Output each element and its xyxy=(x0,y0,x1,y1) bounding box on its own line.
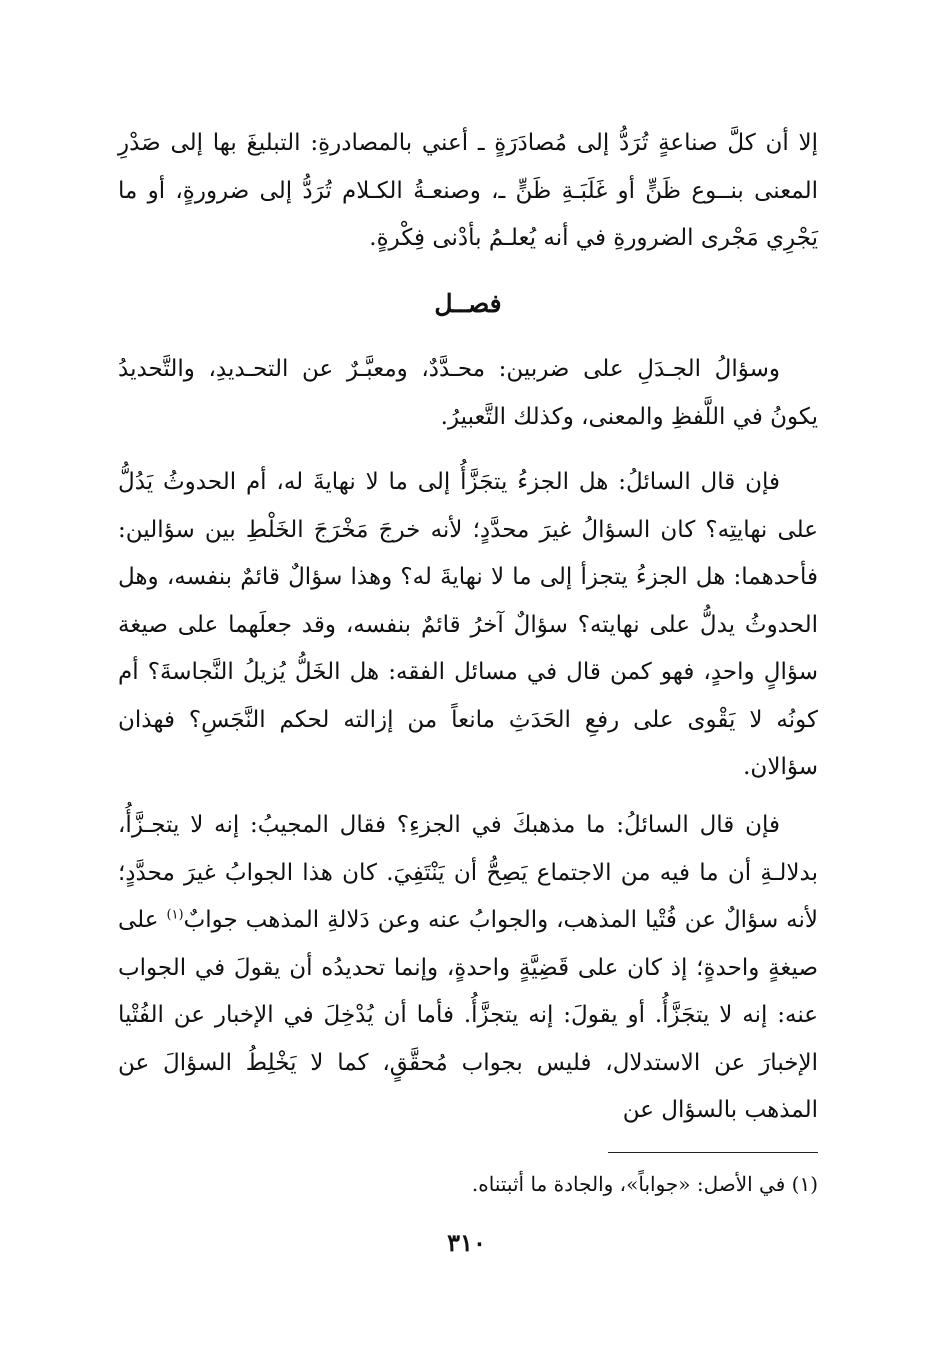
paragraph-4 xyxy=(118,802,818,1135)
paragraph-1 xyxy=(118,120,818,263)
page-number: ٣١٠ xyxy=(447,1228,486,1257)
footnote-reference: (١) xyxy=(166,907,184,923)
section-heading: فصــل xyxy=(434,289,502,318)
paragraph-4-part-a: فإن قال السائلُ: ما مذهبكَ في الجزءِ؟ فقال المجيبُ: إنه لا يتجـزَّأُ، بدلالـةِ أن ما فيه من الاجتماع يَصِحُّ أن يَنْتَفِيَ. كان هذا الجوابُ غيرَ محدَّدٍ؛ لأنه سؤالٌ عن فُتْيا المذهب، والجوابُ عنه وعن دَلالةِ المذهب جوابٌ xyxy=(118,812,818,933)
paragraph-1-text: إلا أن كلَّ صناعةٍ تُرَدُّ إلى مُصادَرَةٍ ـ أعني بالمصادرةِ: التبليغَ بها إلى صَدْرِ المعنى بنــوع ظَنٍّ أو غَلَبَـةِ ظَنٍّ ـ، وصنعـةُ الكـلام تُرَدُّ إلى ضرورةٍ، أو ما يَجْرِي مَجْرى الضرورةِ في أنه يُعلـمُ بأدْنى فِكْرةٍ. xyxy=(118,130,818,251)
footnote-separator xyxy=(608,1152,818,1153)
paragraph-4-text xyxy=(118,802,818,1135)
paragraph-3 xyxy=(118,459,818,792)
footnote: (١) في الأصل: «جواباً»، والجادة ما أثبتناه. xyxy=(471,1172,818,1196)
paragraph-3-text: فإن قال السائلُ: هل الجزءُ يتجَزَّأُ إلى ما لا نهايةَ له، أم الحدوثُ يَدُلُّ على نهايتِه؟ كان السؤالُ غيرَ محدَّدٍ؛ لأنه خرجَ مَخْرَجَ الخَلْطِ بين سؤالين: فأحدهما: هل الجزءُ يتجزأ إلى ما لا نهايةَ له؟ وهذا سؤالٌ قائمٌ بنفسه، وهل الحدوثُ يدلُّ على نهايته؟ سؤالٌ آخرُ قائمٌ بنفسه، وقد جعلَهما على صيغة سؤالٍ واحدٍ، فهو كمن قال في مسائل الفقه: هل الخَلُّ يُزيلُ النَّجاسةَ؟ أم كونُه لا يَقْوى على رفعِ الحَدَثِ مانعاً من إزالته لحكم النَّجَسِ؟ فهذان سؤالان. xyxy=(118,469,818,780)
paragraph-2 xyxy=(118,346,818,441)
paragraph-4-part-b: على صيغةٍ واحدةٍ؛ إذ كان على قَضِيَّةٍ واحدةٍ، وإنما تحديدُه أن يقولَ في الجواب عنه: إنه لا يتجَزَّأُ. أو يقولَ: إنه يتجزَّأُ. فأما أن يُدْخِلَ في الإخبار عن الفُتْيا الإخبارَ عن الاستدلال، فليس بجواب مُحقَّقٍ، كما لا يَخْلِطُ السؤالَ عن المذهب بالسؤال عن xyxy=(118,907,818,1123)
paragraph-2-text: وسؤالُ الجـدَلِ على ضربين: محـدَّدٌ، ومعبَّـرٌ عن التحـديدِ، والتَّحديدُ يكونُ في اللَّفظِ والمعنى، وكذلك التَّعبيرُ. xyxy=(118,356,818,430)
